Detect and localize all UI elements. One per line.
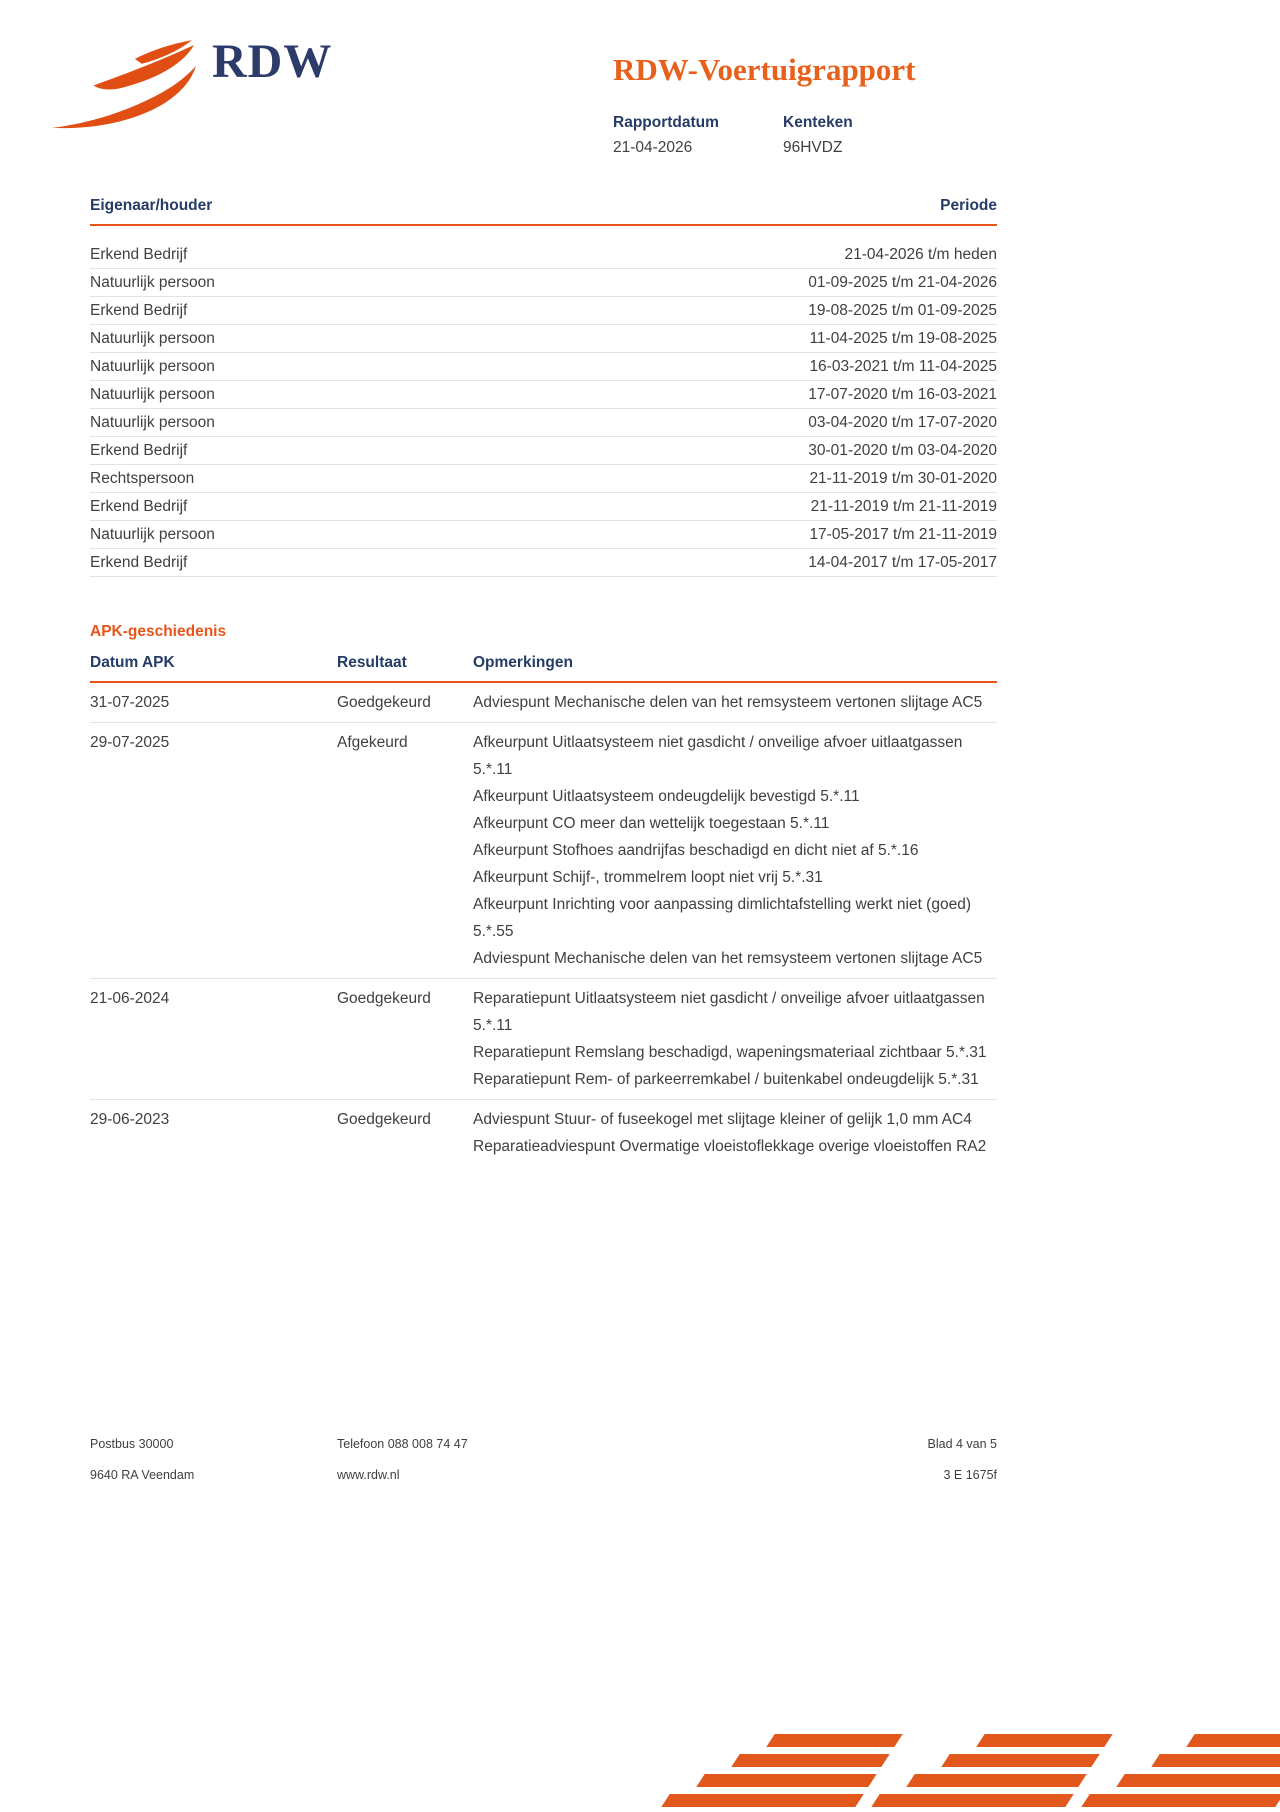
owner-type: Natuurlijk persoon: [90, 525, 215, 543]
owner-row: [90, 437, 997, 465]
owner-row: [90, 493, 997, 521]
owner-period: 17-05-2017 t/m 21-11-2019: [809, 525, 997, 543]
apk-remark-line: Reparatieadviespunt Overmatige vloeistoflekkage overige vloeistoffen RA2: [473, 1138, 987, 1155]
owner-row: [90, 381, 997, 409]
owner-type: Erkend Bedrijf: [90, 245, 188, 263]
footer-city: 9640 RA Veendam: [90, 1468, 195, 1482]
apk-result: Goedgekeurd: [337, 990, 431, 1007]
apk-remark-line: Afkeurpunt Uitlaatsysteem ondeugdelijk bevestigd 5.*.11: [473, 788, 860, 805]
periode-heading: Periode: [940, 197, 997, 214]
owners-section: [90, 197, 997, 577]
owner-row: [90, 465, 997, 493]
apk-table-header: [90, 654, 997, 683]
footer-phone: Telefoon 088 008 74 47: [337, 1437, 468, 1451]
footer-website: www.rdw.nl: [337, 1468, 400, 1482]
owners-table-header: [90, 197, 997, 226]
apk-row: [90, 1100, 997, 1166]
apk-row: [90, 979, 997, 1100]
apk-row: [90, 723, 997, 979]
owner-type: Natuurlijk persoon: [90, 329, 215, 347]
footer-postbus: Postbus 30000: [90, 1437, 174, 1451]
owner-period: 01-09-2025 t/m 21-04-2026: [808, 273, 997, 291]
apk-col-opmerkingen: Opmerkingen: [473, 654, 573, 671]
document-footer: [90, 1437, 997, 1499]
footer-form-code: 3 E 1675f: [943, 1468, 997, 1482]
owner-row: [90, 549, 997, 577]
owner-type: Erkend Bedrijf: [90, 441, 188, 459]
rapportdatum-value: 21-04-2026: [613, 139, 693, 156]
report-meta: [613, 114, 1033, 157]
owner-type: Natuurlijk persoon: [90, 413, 215, 431]
owner-row: [90, 409, 997, 437]
footer-page-number: Blad 4 van 5: [927, 1437, 997, 1451]
apk-remark-line: Reparatiepunt Rem- of parkeerremkabel / buitenkabel ondeugdelijk 5.*.31: [473, 1071, 979, 1088]
apk-result: Goedgekeurd: [337, 694, 431, 711]
owner-period: 16-03-2021 t/m 11-04-2025: [809, 357, 997, 375]
apk-remark-line: Afkeurpunt Uitlaatsysteem niet gasdicht / onveilige afvoer uitlaatgassen 5.*.11: [473, 734, 963, 778]
owner-row: [90, 325, 997, 353]
owner-type: Erkend Bedrijf: [90, 553, 188, 571]
apk-heading: APK-geschiedenis: [90, 623, 227, 640]
apk-remark-line: Afkeurpunt Stofhoes aandrijfas beschadigd en dicht niet af 5.*.16: [473, 842, 919, 859]
footer-contact-column: [337, 1437, 928, 1499]
apk-remark-line: Afkeurpunt Inrichting voor aanpassing dimlichtafstelling werkt niet (goed) 5.*.55: [473, 896, 971, 940]
owner-row: [90, 521, 997, 549]
rdw-stripes-icon: [654, 1732, 1280, 1812]
content-column: [90, 197, 997, 1166]
rapportdatum-block: [613, 114, 783, 157]
owners-table-body: [90, 241, 997, 577]
kenteken-block: [783, 114, 853, 157]
owner-period: 17-07-2020 t/m 16-03-2021: [808, 385, 997, 403]
owner-period: 21-11-2019 t/m 30-01-2020: [809, 469, 997, 487]
footer-address-column: [90, 1437, 337, 1499]
owner-type: Natuurlijk persoon: [90, 273, 215, 291]
rdw-logo: [50, 35, 333, 134]
owners-heading: Eigenaar/houder: [90, 197, 213, 214]
owner-period: 19-08-2025 t/m 01-09-2025: [808, 301, 997, 319]
apk-result: Afgekeurd: [337, 734, 408, 751]
apk-remarks: [473, 1106, 997, 1160]
owner-row: [90, 353, 997, 381]
document-header: [0, 0, 1280, 197]
owner-row: [90, 297, 997, 325]
apk-date: 31-07-2025: [90, 694, 170, 711]
footer-page-column: [928, 1437, 998, 1499]
owner-period: 21-11-2019 t/m 21-11-2019: [810, 497, 997, 515]
rdw-swoosh-icon: [50, 38, 198, 134]
rdw-stripes-graphic: [654, 1732, 1280, 1812]
owner-period: 21-04-2026 t/m heden: [844, 245, 997, 263]
apk-col-datum: Datum APK: [90, 654, 175, 671]
apk-remark-line: Reparatiepunt Uitlaatsysteem niet gasdicht / onveilige afvoer uitlaatgassen 5.*.11: [473, 990, 985, 1034]
owner-type: Natuurlijk persoon: [90, 385, 215, 403]
rdw-logo-text: RDW: [212, 35, 333, 88]
owner-row: [90, 269, 997, 297]
apk-remarks: [473, 985, 997, 1093]
apk-date: 29-07-2025: [90, 734, 170, 751]
apk-history-section: [90, 623, 997, 1166]
rapportdatum-label: Rapportdatum: [613, 114, 719, 131]
apk-col-resultaat: Resultaat: [337, 654, 407, 671]
apk-remark-line: Reparatiepunt Remslang beschadigd, wapeningsmateriaal zichtbaar 5.*.31: [473, 1044, 987, 1061]
report-header-right: [613, 52, 1033, 157]
owner-type: Natuurlijk persoon: [90, 357, 215, 375]
apk-remark-line: Adviespunt Mechanische delen van het remsysteem vertonen slijtage AC5: [473, 694, 983, 711]
kenteken-value: 96HVDZ: [783, 139, 843, 156]
apk-remark-line: Adviespunt Mechanische delen van het remsysteem vertonen slijtage AC5: [473, 950, 983, 967]
owner-type: Rechtspersoon: [90, 469, 195, 487]
owner-type: Erkend Bedrijf: [90, 301, 188, 319]
apk-remarks: [473, 729, 997, 972]
owner-period: 30-01-2020 t/m 03-04-2020: [808, 441, 997, 459]
kenteken-label: Kenteken: [783, 114, 853, 131]
apk-remark-line: Afkeurpunt CO meer dan wettelijk toegestaan 5.*.11: [473, 815, 830, 832]
owner-type: Erkend Bedrijf: [90, 497, 188, 515]
owner-row: [90, 241, 997, 269]
apk-date: 21-06-2024: [90, 990, 170, 1007]
apk-date: 29-06-2023: [90, 1111, 170, 1128]
owner-period: 11-04-2025 t/m 19-08-2025: [809, 329, 997, 347]
apk-row: [90, 683, 997, 723]
apk-remarks: [473, 689, 997, 716]
apk-remark-line: Afkeurpunt Schijf-, trommelrem loopt niet vrij 5.*.31: [473, 869, 823, 886]
apk-result: Goedgekeurd: [337, 1111, 431, 1128]
apk-remark-line: Adviespunt Stuur- of fuseekogel met slijtage kleiner of gelijk 1,0 mm AC4: [473, 1111, 972, 1128]
apk-table-body: [90, 683, 997, 1166]
owner-period: 03-04-2020 t/m 17-07-2020: [808, 413, 997, 431]
owner-period: 14-04-2017 t/m 17-05-2017: [808, 553, 997, 571]
report-title: RDW-Voertuigrapport: [613, 52, 916, 87]
